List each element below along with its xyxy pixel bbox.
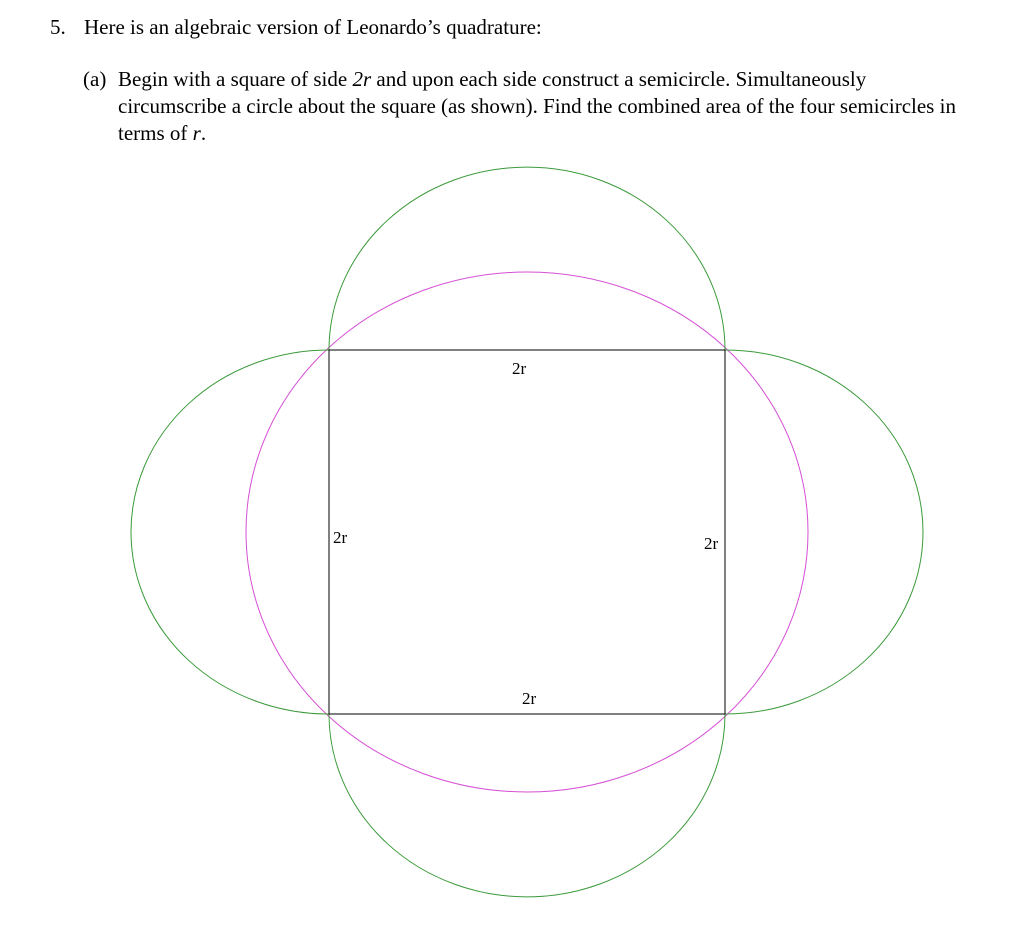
part-a	[83, 66, 963, 147]
label-bottom-side: 2r	[522, 689, 537, 708]
semicircle-right	[725, 350, 923, 714]
problem-heading	[50, 14, 542, 40]
problem-intro: Here is an algebraic version of Leonardo’s quadrature:	[84, 15, 542, 39]
part-a-text	[118, 66, 963, 147]
semicircle-top	[329, 167, 725, 350]
part-a-text-3: .	[200, 121, 207, 145]
part-a-label: (a)	[83, 67, 107, 91]
label-left-side: 2r	[333, 528, 348, 547]
problem-number: 5.	[50, 15, 66, 39]
part-a-var-r: r	[192, 121, 201, 145]
part-a-var-2r: 2r	[352, 67, 372, 91]
square	[329, 350, 725, 714]
part-a-text-2: and upon each side construct a semicircle. Simultaneously circumscribe a circle about the square (as shown). Find the combined area of the four semicircles in terms of	[118, 67, 956, 145]
semicircle-bottom	[329, 714, 725, 897]
label-top-side: 2r	[512, 359, 527, 378]
semicircle-left	[131, 350, 329, 714]
label-right-side: 2r	[704, 534, 719, 553]
circumscribed-circle	[246, 272, 808, 792]
part-a-text-1: Begin with a square of side	[118, 67, 353, 91]
